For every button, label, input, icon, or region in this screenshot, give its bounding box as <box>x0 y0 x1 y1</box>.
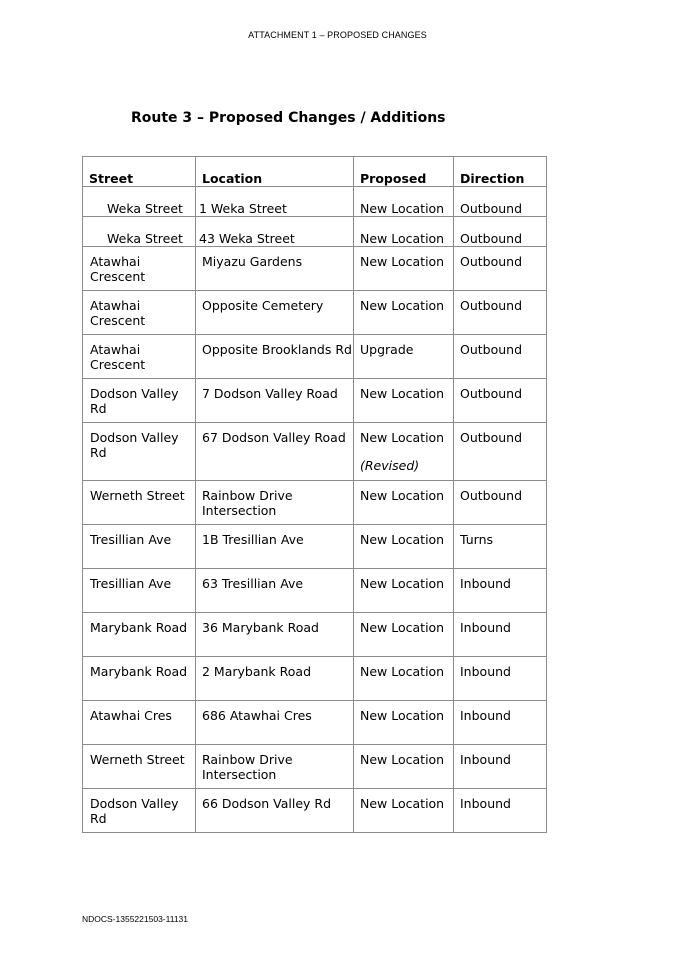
cell-direction-text: Outbound <box>460 430 523 445</box>
cell-proposed <box>354 335 454 379</box>
cell-direction-text: Inbound <box>460 576 511 591</box>
cell-location <box>196 217 354 247</box>
cell-street <box>83 525 196 569</box>
cell-direction-text: Inbound <box>460 708 511 723</box>
table-row <box>83 187 547 217</box>
cell-street-text: Atawhai Crescent <box>90 298 146 328</box>
table-row <box>83 569 547 613</box>
cell-location-text: 67 Dodson Valley Road <box>202 430 346 445</box>
cell-location <box>196 613 354 657</box>
cell-street-text: Marybank Road <box>90 664 188 679</box>
cell-location <box>196 335 354 379</box>
cell-proposed-text: New Location <box>360 298 445 313</box>
cell-direction <box>454 569 547 613</box>
cell-proposed <box>354 745 454 789</box>
table-row <box>83 657 547 701</box>
cell-location <box>196 701 354 745</box>
cell-street <box>83 701 196 745</box>
cell-direction <box>454 481 547 525</box>
cell-direction <box>454 525 547 569</box>
table-row <box>83 335 547 379</box>
table-row <box>83 701 547 745</box>
cell-street <box>83 745 196 789</box>
cell-direction <box>454 217 547 247</box>
cell-proposed-text: New Location <box>360 752 445 767</box>
cell-direction <box>454 187 547 217</box>
cell-street-text: Dodson Valley Rd <box>90 430 179 460</box>
cell-direction-text: Outbound <box>460 488 523 503</box>
cell-location-text: 66 Dodson Valley Rd <box>202 796 332 811</box>
cell-direction <box>454 247 547 291</box>
cell-proposed-text: New Location <box>360 796 445 811</box>
cell-proposed <box>354 657 454 701</box>
cell-street-text: Weka Street <box>107 201 183 216</box>
cell-direction-text: Turns <box>460 532 494 547</box>
cell-street-text: Werneth Street <box>90 488 185 503</box>
cell-proposed-text: Upgrade <box>360 342 414 357</box>
cell-street <box>83 247 196 291</box>
table-row <box>83 247 547 291</box>
cell-location-text: 686 Atawhai Cres <box>202 708 312 723</box>
cell-location-text: 36 Marybank Road <box>202 620 319 635</box>
cell-proposed <box>354 291 454 335</box>
cell-location <box>196 291 354 335</box>
table-row <box>83 745 547 789</box>
cell-direction <box>454 745 547 789</box>
revised-note: (Revised) <box>360 458 420 473</box>
cell-location-text: 7 Dodson Valley Road <box>202 386 338 401</box>
cell-location-text: Rainbow Drive Intersection <box>202 488 293 518</box>
cell-location-text: 2 Marybank Road <box>202 664 312 679</box>
cell-direction-text: Outbound <box>460 231 523 246</box>
cell-street-text: Atawhai Cres <box>90 708 172 723</box>
cell-direction-text: Inbound <box>460 752 511 767</box>
cell-direction <box>454 613 547 657</box>
cell-street <box>83 569 196 613</box>
cell-proposed-text: New Location <box>360 386 445 401</box>
header-proposed: Proposed <box>354 157 454 187</box>
cell-proposed-text: New Location <box>360 488 445 503</box>
cell-street-text: Dodson Valley Rd <box>90 386 179 416</box>
cell-street <box>83 789 196 833</box>
cell-location-text: Rainbow Drive Intersection <box>202 752 293 782</box>
cell-location-text: 1B Tresillian Ave <box>202 532 304 547</box>
cell-direction-text: Outbound <box>460 298 523 313</box>
cell-proposed-text: New Location <box>360 532 445 547</box>
cell-street <box>83 481 196 525</box>
cell-proposed <box>354 481 454 525</box>
cell-direction-text: Outbound <box>460 386 523 401</box>
table-row <box>83 291 547 335</box>
cell-proposed <box>354 379 454 423</box>
cell-location-text: 63 Tresillian Ave <box>202 576 304 591</box>
cell-direction-text: Inbound <box>460 796 511 811</box>
cell-street <box>83 423 196 481</box>
cell-direction-text: Outbound <box>460 254 523 269</box>
cell-location <box>196 789 354 833</box>
cell-street <box>83 613 196 657</box>
cell-location <box>196 481 354 525</box>
cell-street <box>83 291 196 335</box>
cell-direction-text: Inbound <box>460 620 511 635</box>
cell-proposed <box>354 569 454 613</box>
cell-proposed-text: New Location <box>360 576 445 591</box>
cell-direction <box>454 423 547 481</box>
cell-street-text: Atawhai Crescent <box>90 342 146 372</box>
cell-location-text: 1 Weka Street <box>199 201 287 216</box>
cell-proposed <box>354 247 454 291</box>
cell-street <box>83 187 196 217</box>
table-header-row <box>83 157 547 187</box>
cell-location <box>196 379 354 423</box>
table-row <box>83 613 547 657</box>
cell-location <box>196 423 354 481</box>
cell-proposed <box>354 525 454 569</box>
cell-direction <box>454 701 547 745</box>
cell-proposed-text: New Location <box>360 664 445 679</box>
cell-location <box>196 187 354 217</box>
cell-street <box>83 657 196 701</box>
cell-proposed-text: New Location <box>360 254 445 269</box>
header-location: Location <box>196 157 354 187</box>
table-row <box>83 217 547 247</box>
cell-direction <box>454 657 547 701</box>
cell-proposed-text: New Location <box>360 620 445 635</box>
cell-direction <box>454 379 547 423</box>
cell-street-text: Dodson Valley Rd <box>90 796 179 826</box>
cell-location-text: Opposite Brooklands Rd <box>202 342 352 357</box>
cell-location <box>196 569 354 613</box>
cell-street-text: Marybank Road <box>90 620 188 635</box>
table-row <box>83 789 547 833</box>
cell-street <box>83 335 196 379</box>
cell-direction-text: Outbound <box>460 201 523 216</box>
table-row <box>83 481 547 525</box>
cell-location-text: 43 Weka Street <box>199 231 295 246</box>
cell-street-text: Werneth Street <box>90 752 185 767</box>
cell-street <box>83 217 196 247</box>
cell-proposed <box>354 217 454 247</box>
cell-location <box>196 657 354 701</box>
header-street: Street <box>83 157 196 187</box>
cell-direction-text: Inbound <box>460 664 511 679</box>
cell-location <box>196 247 354 291</box>
cell-proposed <box>354 701 454 745</box>
cell-direction <box>454 789 547 833</box>
cell-direction <box>454 335 547 379</box>
cell-proposed <box>354 423 454 481</box>
cell-street-text: Tresillian Ave <box>90 532 172 547</box>
cell-street-text: Atawhai Crescent <box>90 254 146 284</box>
cell-location <box>196 745 354 789</box>
table-row <box>83 379 547 423</box>
cell-proposed <box>354 789 454 833</box>
cell-location-text: Opposite Cemetery <box>202 298 324 313</box>
cell-proposed-text: New Location <box>360 201 445 216</box>
cell-proposed <box>354 187 454 217</box>
page-header: ATTACHMENT 1 – PROPOSED CHANGES <box>248 30 427 40</box>
table-row <box>83 423 547 481</box>
cell-location-text: Miyazu Gardens <box>202 254 303 269</box>
cell-street-text: Tresillian Ave <box>90 576 172 591</box>
cell-street <box>83 379 196 423</box>
header-direction: Direction <box>454 157 547 187</box>
cell-direction-text: Outbound <box>460 342 523 357</box>
table-row <box>83 525 547 569</box>
route-changes-table <box>82 156 547 833</box>
page-title: Route 3 – Proposed Changes / Additions <box>131 110 446 126</box>
cell-direction <box>454 291 547 335</box>
cell-street-text: Weka Street <box>107 231 183 246</box>
cell-proposed <box>354 613 454 657</box>
cell-proposed-text: New Location <box>360 708 445 723</box>
cell-proposed-text: New Location <box>360 430 445 445</box>
document-reference: NDOCS-1355221503-11131 <box>82 914 189 924</box>
cell-proposed-text: New Location <box>360 231 445 246</box>
cell-location <box>196 525 354 569</box>
